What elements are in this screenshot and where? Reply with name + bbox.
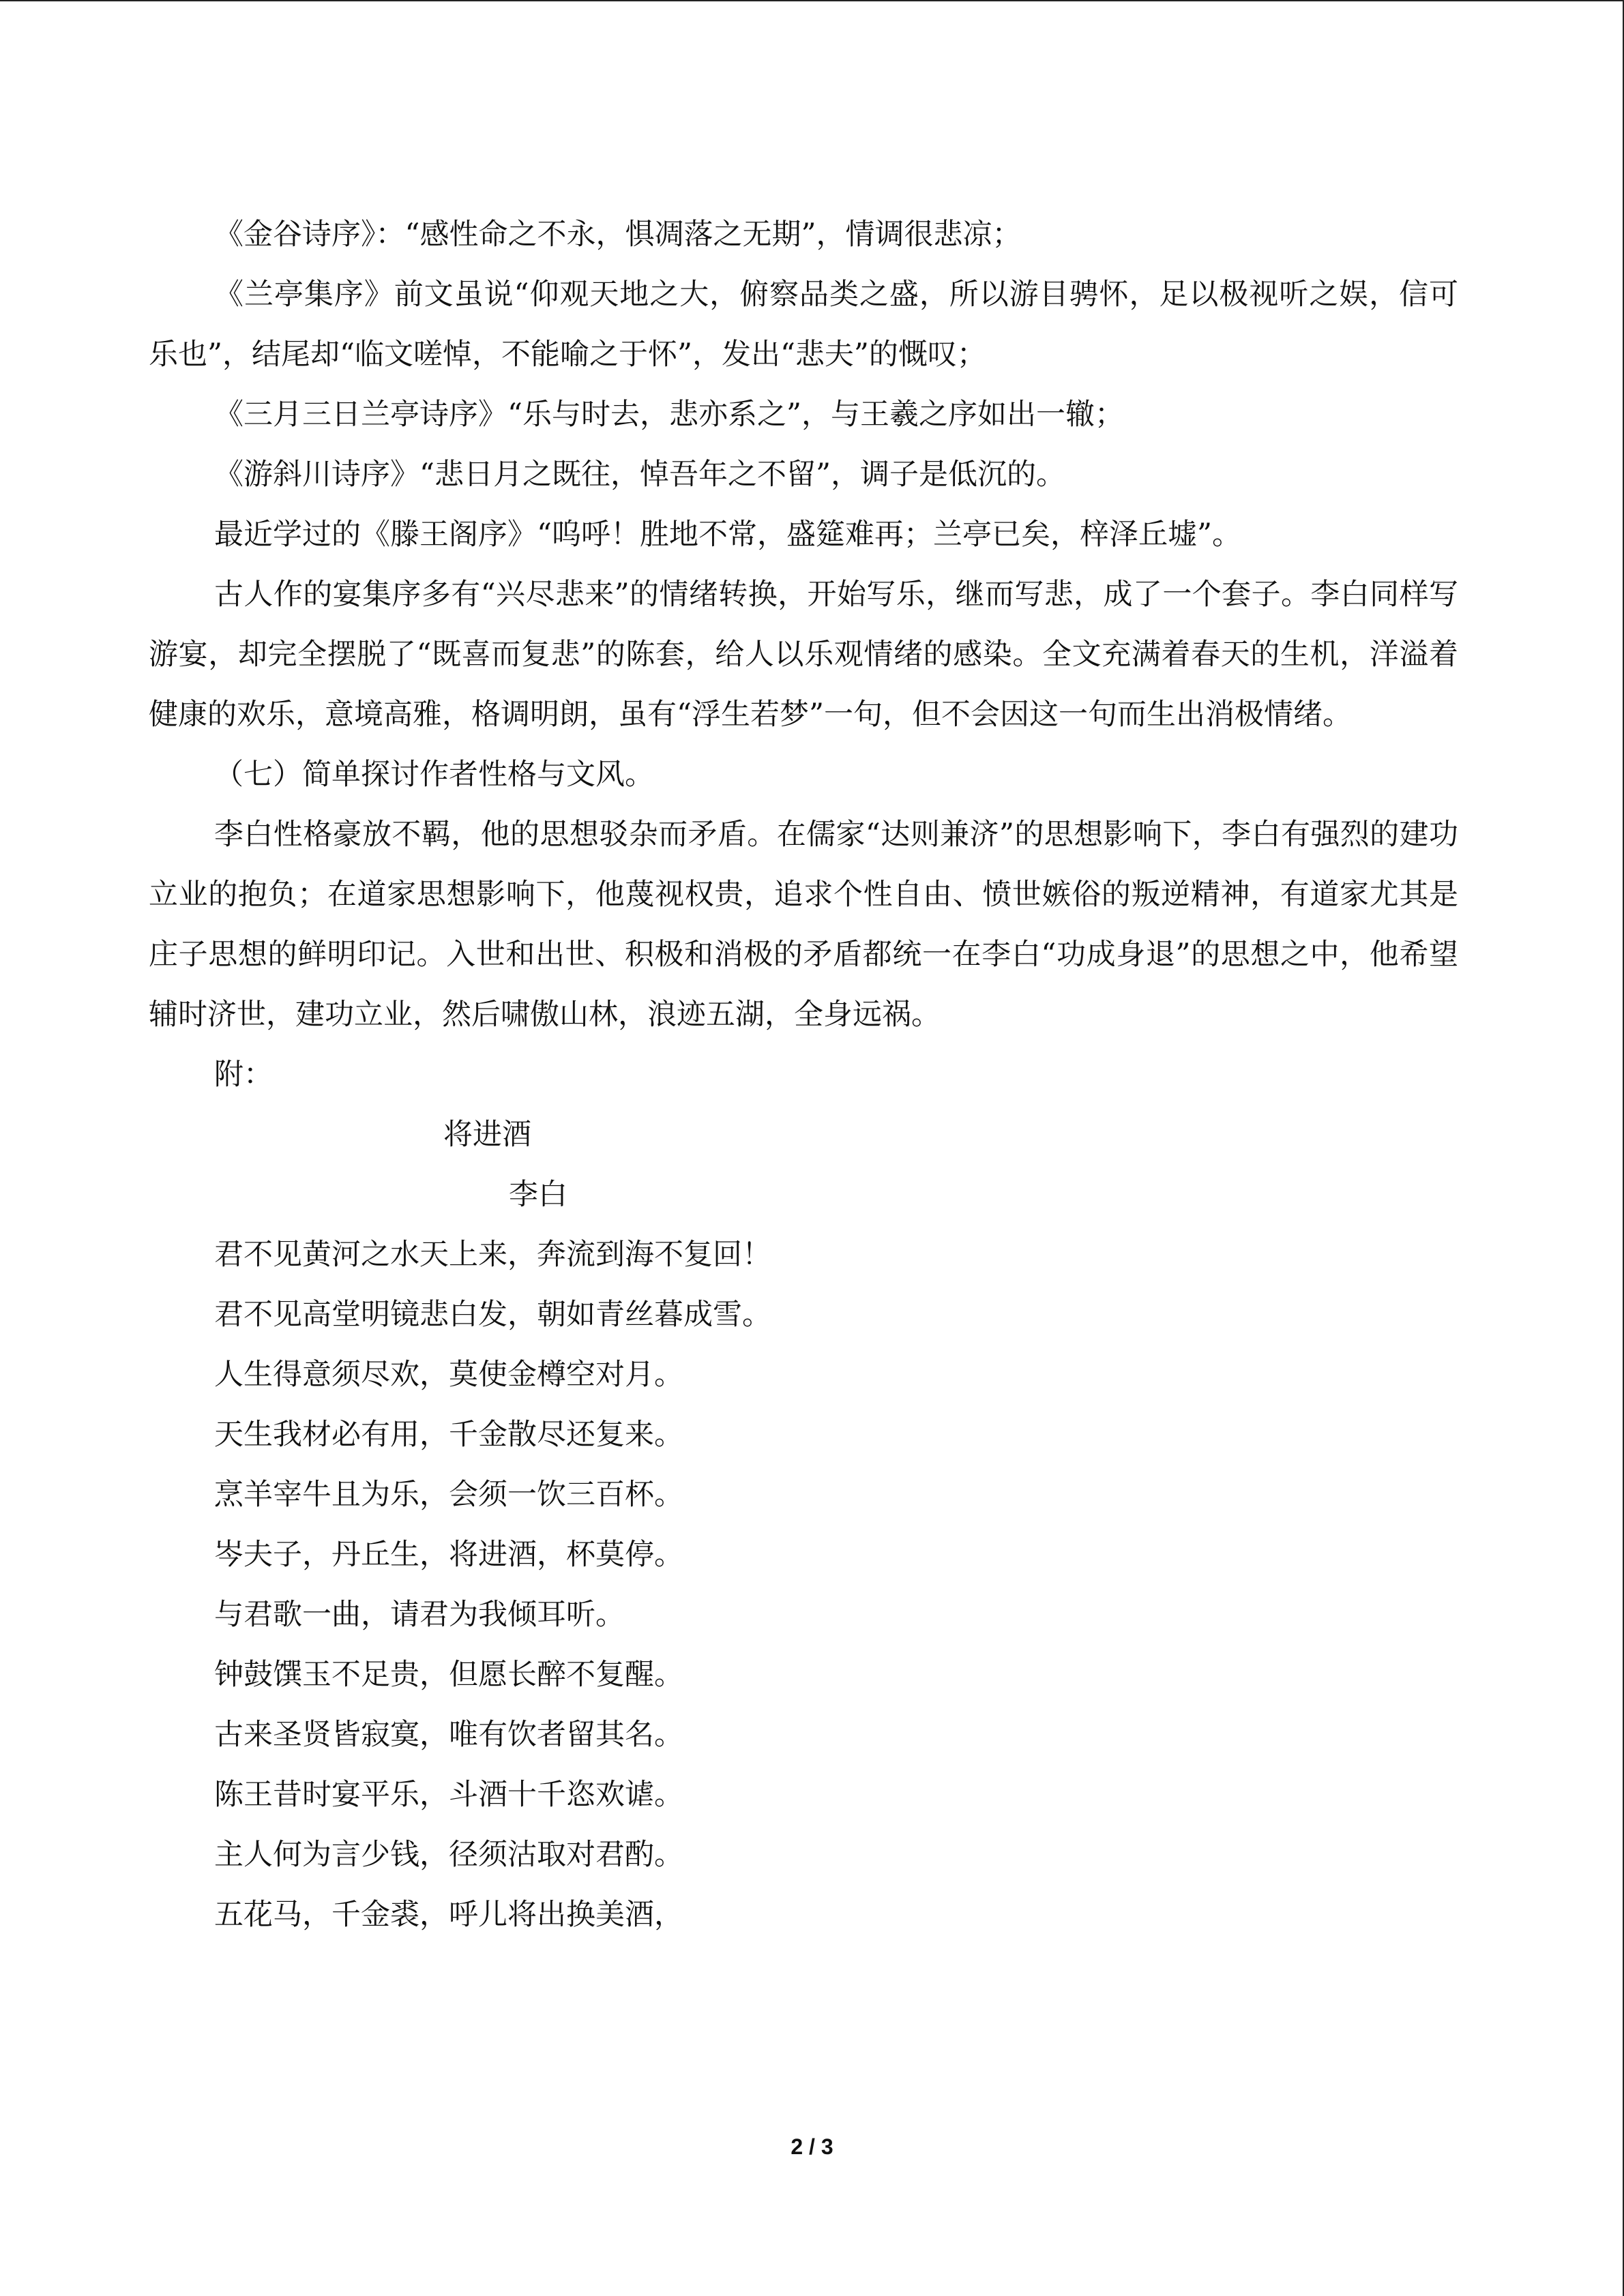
poem-title: 将进酒 [443, 1118, 531, 1152]
poem-line: 五花马，千金裘，呼儿将出换美酒， [214, 1898, 683, 1932]
poem-line: 主人何为言少钱，径须沽取对君酌。 [214, 1838, 683, 1872]
poem-line: 人生得意须尽欢，莫使金樽空对月。 [214, 1358, 683, 1392]
paragraph-lanting: 《兰亭集序》前文虽说“仰观天地之大，俯察品类之盛，所以游目骋怀，足以极视听之娱，信可乐也”，结尾却“临文嗟悼，不能喻之于怀”，发出“悲夫”的慨叹； [149, 278, 1458, 372]
paragraph-yanji-summary: 古人作的宴集序多有“兴尽悲来”的情绪转换，开始写乐，继而写悲，成了一个套子。李白同样写游宴，却完全摆脱了“既喜而复悲”的陈套，给人以乐观情绪的感染。全文充满着春天的生机，洋溢着健康的欢乐，意境高雅，格调明朗，虽有“浮生若梦”一句，但不会因这一句而生出消极情绪。 [149, 578, 1458, 732]
poem-line: 天生我材必有用，千金散尽还复来。 [214, 1418, 683, 1452]
paragraph-sanyuesanri: 《三月三日兰亭诗序》“乐与时去，悲亦系之”，与王羲之序如出一辙； [214, 398, 1124, 432]
appendix-label: 附： [214, 1058, 273, 1092]
poem-author: 李白 [509, 1178, 567, 1212]
paragraph-libai-character: 李白性格豪放不羁，他的思想驳杂而矛盾。在儒家“达则兼济”的思想影响下，李白有强烈的建功立业的抱负；在道家思想影响下，他蔑视权贵，追求个性自由、愤世嫉俗的叛逆精神，有道家尤其是庄子思想的鲜明印记。入世和出世、积极和消极的矛盾都统一在李白“功成身退”的思想之中，他希望辅时济世，建功立业，然后啸傲山林，浪迹五湖，全身远祸。 [149, 818, 1458, 1032]
section-heading-seven: （七）简单探讨作者性格与文风。 [214, 758, 654, 792]
page-number: 2 / 3 [791, 2134, 833, 2159]
poem-line: 君不见高堂明镜悲白发，朝如青丝暮成雪。 [214, 1298, 771, 1332]
document-body [149, 205, 1458, 1945]
paragraph-youxiechuan: 《游斜川诗序》“悲日月之既往，悼吾年之不留”，调子是低沉的。 [214, 458, 1065, 492]
poem-line: 与君歌一曲，请君为我倾耳听。 [214, 1598, 625, 1632]
poem-line: 烹羊宰牛且为乐，会须一饮三百杯。 [214, 1478, 683, 1512]
poem-line: 古来圣贤皆寂寞，唯有饮者留其名。 [214, 1718, 683, 1752]
poem-line: 岑夫子，丹丘生，将进酒，杯莫停。 [214, 1538, 683, 1572]
paragraph-tengwangge: 最近学过的《滕王阁序》“呜呼！胜地不常，盛筵难再；兰亭已矣，梓泽丘墟”。 [214, 518, 1241, 552]
poem-line: 陈王昔时宴平乐，斗酒十千恣欢谑。 [214, 1778, 683, 1812]
poem-body [149, 1225, 1458, 1945]
poem-line: 钟鼓馔玉不足贵，但愿长醉不复醒。 [214, 1658, 683, 1692]
poem-line: 君不见黄河之水天上来，奔流到海不复回！ [214, 1238, 771, 1272]
paragraph-jingu: 《金谷诗序》：“感性命之不永，惧凋落之无期”，情调很悲凉； [214, 218, 1022, 252]
